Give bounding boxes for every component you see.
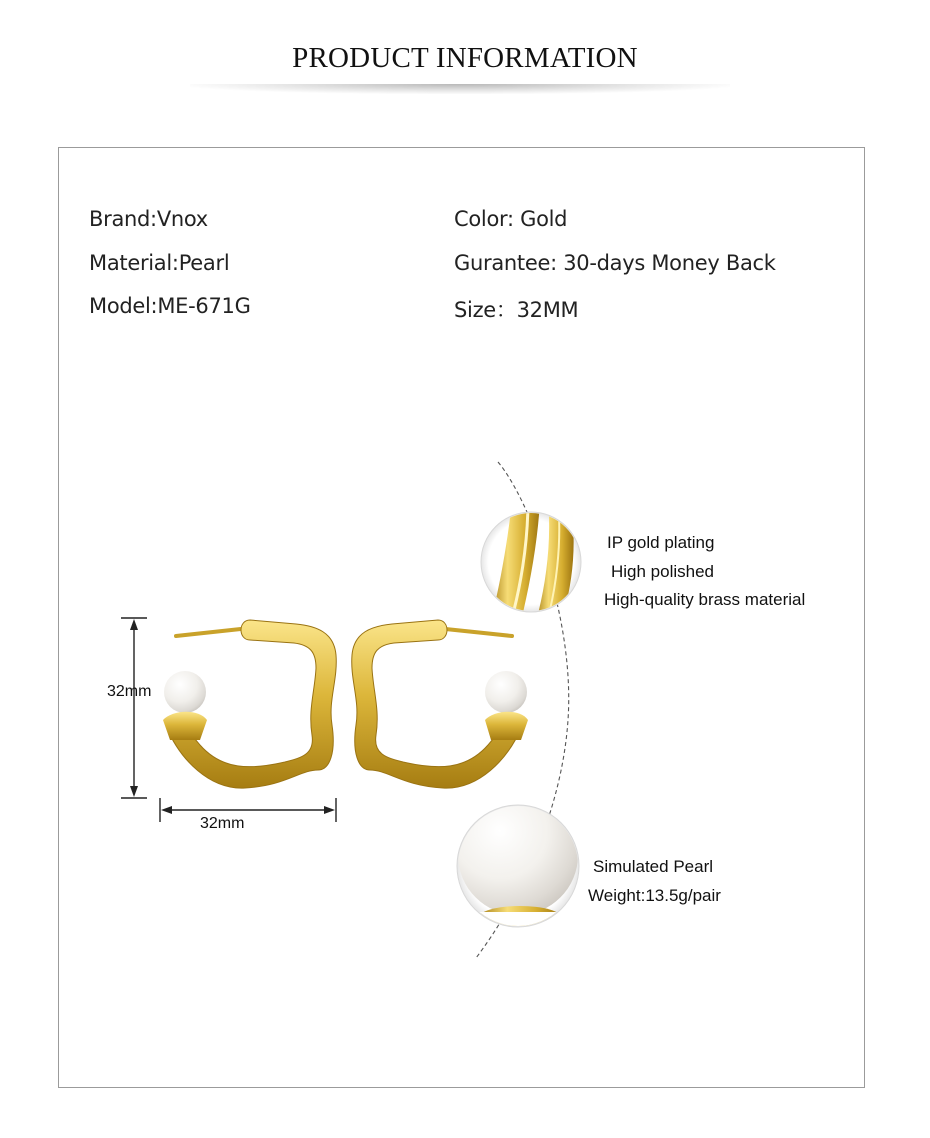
right-earring	[352, 620, 528, 788]
height-dimension-line	[121, 618, 147, 798]
spec-size: Size：32MM	[454, 298, 579, 322]
spec-color: Color: Gold	[454, 207, 568, 231]
height-label: 32mm	[107, 683, 152, 700]
spec-material: Material:Pearl	[89, 251, 230, 275]
width-label: 32mm	[200, 815, 245, 832]
spec-model: Model:ME-671G	[89, 294, 251, 318]
width-dimension-line	[160, 798, 336, 822]
callout-brass: High-quality brass material	[604, 590, 806, 609]
callout-weight: Weight:13.5g/pair	[588, 886, 721, 905]
spec-brand: Brand:Vnox	[89, 207, 208, 231]
callout-polish: High polished	[611, 562, 715, 581]
spec-guarantee: Gurantee: 30-days Money Back	[454, 251, 776, 275]
gold-detail-lens	[481, 500, 581, 625]
page-title: PRODUCT INFORMATION	[292, 42, 638, 74]
callout-plating: IP gold plating	[607, 533, 715, 552]
callout-pearl: Simulated Pearl	[593, 857, 714, 876]
pearl-detail-lens	[457, 795, 579, 932]
left-earring	[163, 620, 336, 788]
